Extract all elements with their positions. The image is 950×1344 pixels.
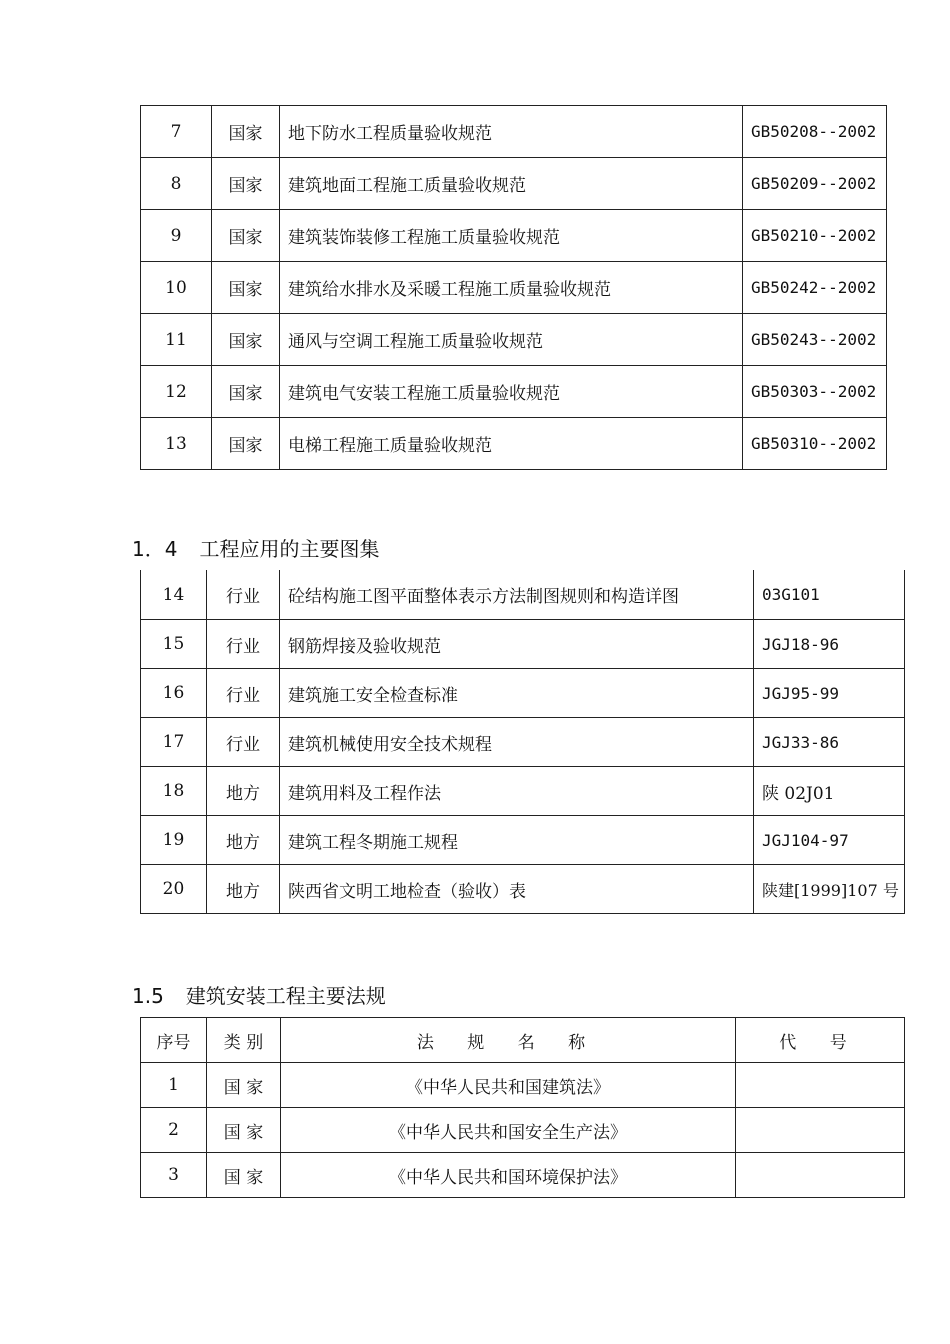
row-code: JGJ95-99: [754, 669, 905, 718]
table-row: [141, 718, 905, 767]
table-row: [141, 314, 887, 366]
row-code: 陕 02J01: [754, 767, 905, 816]
row-code: [736, 1063, 905, 1108]
row-number: 18: [141, 767, 207, 816]
row-name: 建筑工程冬期施工规程: [280, 816, 754, 865]
row-number: 13: [141, 418, 212, 470]
row-number: 14: [141, 570, 207, 620]
row-number: 2: [141, 1108, 207, 1153]
table-row: [141, 418, 887, 470]
row-code: GB50303--2002: [743, 366, 887, 418]
row-code: 03G101: [754, 570, 905, 620]
row-code: GB50242--2002: [743, 262, 887, 314]
section-title: 工程应用的主要图集: [199, 537, 380, 561]
row-name: 地下防水工程质量验收规范: [280, 106, 743, 158]
row-code: GB50243--2002: [743, 314, 887, 366]
row-number: 8: [141, 158, 212, 210]
row-number: 3: [141, 1153, 207, 1198]
row-name: 电梯工程施工质量验收规范: [280, 418, 743, 470]
table-row: [141, 767, 905, 816]
standards-table: [140, 105, 887, 470]
row-code: GB50208--2002: [743, 106, 887, 158]
row-category: 行业: [207, 620, 280, 669]
row-name: 建筑电气安装工程施工质量验收规范: [280, 366, 743, 418]
row-name: 建筑地面工程施工质量验收规范: [280, 158, 743, 210]
row-name: 钢筋焊接及验收规范: [280, 620, 754, 669]
row-category: 国 家: [207, 1063, 281, 1108]
table-row: [141, 1108, 905, 1153]
table-row: [141, 570, 905, 620]
header-category: 类 别: [207, 1018, 281, 1063]
row-name: 建筑装饰装修工程施工质量验收规范: [280, 210, 743, 262]
row-category: 国 家: [207, 1153, 281, 1198]
header-code: 代 号: [736, 1018, 905, 1063]
section-number: 1．4: [132, 537, 178, 561]
section-heading-atlas: [132, 533, 379, 562]
row-category: 国家: [212, 262, 280, 314]
header-name: 法 规 名 称: [281, 1018, 736, 1063]
row-category: 地方: [207, 816, 280, 865]
row-category: 行业: [207, 570, 280, 620]
row-name: 通风与空调工程施工质量验收规范: [280, 314, 743, 366]
section-title: 建筑安装工程主要法规: [185, 984, 386, 1008]
table-row: [141, 1153, 905, 1198]
row-code: GB50210--2002: [743, 210, 887, 262]
row-code: [736, 1108, 905, 1153]
laws-table: [140, 1017, 905, 1198]
header-number: 序号: [141, 1018, 207, 1063]
row-code: GB50310--2002: [743, 418, 887, 470]
row-category: 国家: [212, 106, 280, 158]
row-number: 16: [141, 669, 207, 718]
row-category: 国 家: [207, 1108, 281, 1153]
row-category: 行业: [207, 669, 280, 718]
row-number: 10: [141, 262, 212, 314]
row-number: 9: [141, 210, 212, 262]
row-category: 国家: [212, 366, 280, 418]
row-number: 15: [141, 620, 207, 669]
row-name: 砼结构施工图平面整体表示方法制图规则和构造详图: [280, 570, 754, 620]
table-row: [141, 816, 905, 865]
row-number: 11: [141, 314, 212, 366]
table-row: [141, 1063, 905, 1108]
row-category: 地方: [207, 767, 280, 816]
row-code: JGJ104-97: [754, 816, 905, 865]
table-header-row: [141, 1018, 905, 1063]
row-code: JGJ18-96: [754, 620, 905, 669]
section-heading-laws: [132, 980, 386, 1009]
table-row: [141, 158, 887, 210]
row-name: 《中华人民共和国建筑法》: [281, 1063, 736, 1108]
table-row: [141, 210, 887, 262]
row-name: 建筑用料及工程作法: [280, 767, 754, 816]
row-category: 国家: [212, 314, 280, 366]
row-code: 陕建[1999]107 号: [754, 865, 905, 914]
row-name: 《中华人民共和国安全生产法》: [281, 1108, 736, 1153]
row-number: 7: [141, 106, 212, 158]
row-category: 国家: [212, 210, 280, 262]
row-category: 国家: [212, 418, 280, 470]
row-code: GB50209--2002: [743, 158, 887, 210]
row-number: 17: [141, 718, 207, 767]
row-name: 建筑施工安全检查标准: [280, 669, 754, 718]
row-number: 20: [141, 865, 207, 914]
section-number: 1.5: [132, 984, 164, 1008]
row-category: 地方: [207, 865, 280, 914]
row-name: 陕西省文明工地检查（验收）表: [280, 865, 754, 914]
table-row: [141, 262, 887, 314]
row-name: 建筑给水排水及采暖工程施工质量验收规范: [280, 262, 743, 314]
row-number: 19: [141, 816, 207, 865]
row-name: 《中华人民共和国环境保护法》: [281, 1153, 736, 1198]
row-number: 1: [141, 1063, 207, 1108]
table-row: [141, 366, 887, 418]
row-number: 12: [141, 366, 212, 418]
row-code: JGJ33-86: [754, 718, 905, 767]
row-name: 建筑机械使用安全技术规程: [280, 718, 754, 767]
atlas-table: [140, 570, 905, 914]
row-code: [736, 1153, 905, 1198]
table-row: [141, 669, 905, 718]
row-category: 国家: [212, 158, 280, 210]
row-category: 行业: [207, 718, 280, 767]
table-row: [141, 865, 905, 914]
table-row: [141, 106, 887, 158]
table-row: [141, 620, 905, 669]
